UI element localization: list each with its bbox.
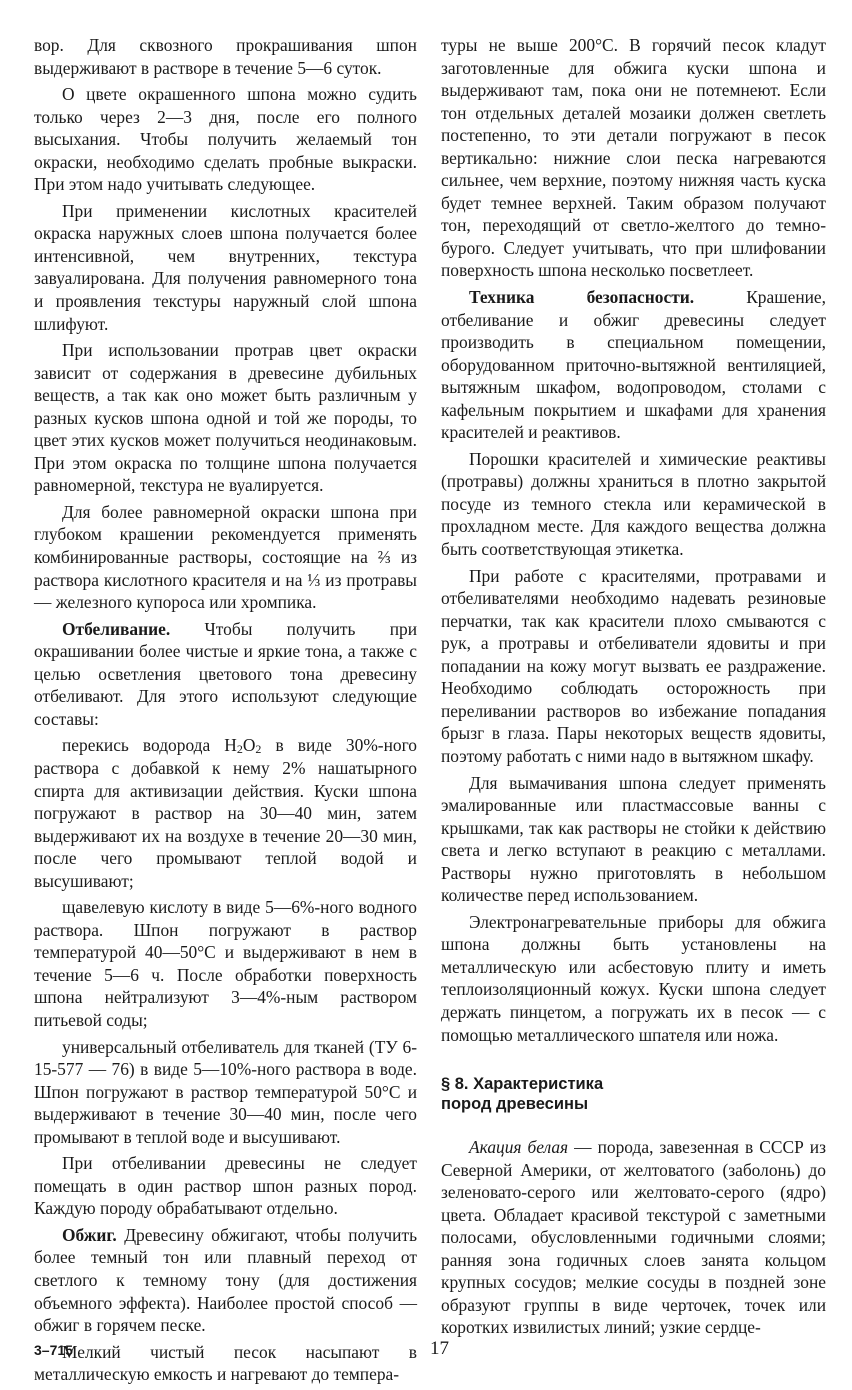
paragraph: Электронагревательные приборы для обжига шпона должны быть установлены на металлическую или асбестовую плиту и иметь теплоизоляционный кожух. Куски шпона следует держать пинцетом, а погружать их в песок — с помощью металлического шпателя или ножа.: [441, 911, 826, 1045]
paragraph: При использовании протрав цвет окраски зависит от содержания в древесине дубильных веществ, а так как оно может быть различным у разных кусков шпона одной и той же породы, то цвет этих кусков может получиться неодинаковым. При этом окраска по толщине шпона получается равномерной, текстура не вуалируется.: [34, 340, 417, 496]
paragraph: При работе с красителями, протравами и отбеливателями необходимо надевать резиновые перчатки, так как красители плохо смываются с рук, а протравы и отбеливатели ядовиты и при попадании на кожу могут вызвать ее раздражение. Необходимо соблюдать осторожность при переливании растворов во избежание попадания брызг в глаза. Пары некоторых веществ ядовиты, поэтому работать с ними надо в вытяжном шкафу.: [441, 565, 826, 766]
paragraph-firing: [34, 1224, 417, 1337]
paragraph: Для более равномерной окраски шпона при глубоком крашении рекомендуется применять комбинированные растворы, состоящие на ⅔ из раствора кислотного красителя и на ⅓ из протравы — железного купороса или хромпика.: [34, 501, 417, 613]
page-number: 17: [430, 1338, 449, 1359]
text: перекись водорода H: [62, 735, 237, 756]
paragraph-acacia: [441, 1136, 826, 1339]
paragraph-text: Древесину обжигают, чтобы получить более темный тон или плавный переход от светлого к темному тону (для достижения объемного эффекта). Наиболее простой способ — обжиг в горячем песке.: [34, 1224, 417, 1336]
paragraph: При применении кислотных красителей окраска наружных слоев шпона получается более интенсивной, чем внутренних, текстура завуалирована. Для получения равномерного тона и проявления текстуры наружный слой шпона шлифуют.: [34, 200, 417, 334]
text: в виде 30%-ного раствора с добавкой к нему 2% нашатырного спирта для активизации действия. Куски шпона погружают в раствор на 30—40 мин, затем выдерживают их на воздухе в течение 20—30 мин, после чего промывают теплой водой и высушивают;: [34, 735, 417, 891]
paragraph: туры не выше 200°С. В горячий песок кладут заготовленные для обжига куски шпона и выдерживают там, пока они не потемнеют. Если тон отдельных деталей мозаики должен светлеть постепенно, то эти детали погружают в песок вертикально: нижние слои песка нагреваются сильнее, чем верхние, поэтому нижняя часть куска будет темнее верхней. Таким образом получают тон, переходящий от светло-желтого до темно-бурого. Следует учитывать, что при шлифовании поверхность шпона несколько посветлеет.: [441, 35, 826, 281]
section-heading: [441, 1074, 826, 1114]
printer-signature: 3–715: [34, 1342, 73, 1358]
subscript: 2: [255, 742, 262, 757]
paragraph-safety: [441, 286, 826, 444]
paragraph: При отбеливании древесины не следует помещать в один раствор шпон разных пород. Каждую породу обрабатывают отдельно.: [34, 1153, 417, 1219]
paragraph: Порошки красителей и химические реактивы (протравы) должны храниться в плотно закрытой посуде из темного стекла или керамической в прохладном месте. Для каждого вещества должна быть соответствующая этикетка.: [441, 448, 826, 560]
right-column: [441, 34, 826, 1343]
section-heading-line: пород древесины: [441, 1095, 589, 1114]
paragraph: Для вымачивания шпона следует применять эмалированные или пластмассовые ванны с крышками, так как растворы не стойки к действию света и легко вступают в реакцию с металлами. Растворы нужно приготовлять в небольшом количестве перед использованием.: [441, 772, 826, 906]
species-name: Акация белая: [469, 1137, 569, 1158]
paragraph-text: Чтобы получить при окрашивании более чистые и яркие тона, а также с целью осветления цветового тона древесину отбеливают. Для этого используют следующие составы:: [34, 618, 417, 729]
safety-heading: Техника безопасности.: [469, 287, 695, 308]
paragraph-text: — порода, завезенная в СССР из Северной Америки, от желтоватого (заболонь) до зеленовато-серого или желтовато-серого (ядро) цвета. Обладает красивой текстурой с заметными полосами, обусловленными годичными слоями; ранняя зона годичных слоев занята кольцом крупных сосудов; мелкие сосуды в поздней зоне образуют группы в виде черточек, точек или коротких извилистых линий; узкие сердце-: [441, 1137, 826, 1338]
list-item: универсальный отбеливатель для тканей (ТУ 6-15-577 — 76) в виде 5—10%-ного раствора в воде. Шпон погружают в раствор температурой 50°С и выдерживают в течение 30—40 мин, после чего промывают в теплой воде и высушивают.: [34, 1036, 417, 1147]
section-heading-line: § 8. Характеристика: [441, 1075, 604, 1094]
firing-heading: Обжиг.: [62, 1224, 117, 1245]
paragraph-text: Крашение, отбеливание и обжиг древесины следует производить в специальном помещении, оборудованном приточно-вытяжной вентиляцией, вытяжным шкафом, водопроводом, столами с кафельным покрытием и шкафами для хранения красителей и реактивов.: [441, 287, 827, 443]
left-column: [34, 34, 417, 1390]
bleaching-heading: Отбеливание.: [62, 618, 171, 639]
subscript: 2: [236, 742, 243, 757]
paragraph: Мелкий чистый песок насыпают в металлическую емкость и нагревают до темпера-: [34, 1341, 417, 1385]
paragraph-bleaching: [34, 618, 417, 731]
paragraph: О цвете окрашенного шпона можно судить только через 2—3 дня, после его полного высыхания. Чтобы получить желаемый тон окраски, необходимо сделать пробные выкраски. При этом надо учитывать следующее.: [34, 84, 417, 195]
list-item: щавелевую кислоту в виде 5—6%-ного водного раствора. Шпон погружают в раствор температурой 40—50°С и выдерживают в нем в течение 5—6 ч. После обработки поверхность шпона нейтрализуют 3—4%-ным раствором питьевой соды;: [34, 897, 417, 1030]
list-item: [34, 734, 417, 892]
text: O: [242, 735, 256, 756]
paragraph: вор. Для сквозного прокрашивания шпон выдерживают в растворе в течение 5—6 суток.: [34, 35, 417, 78]
